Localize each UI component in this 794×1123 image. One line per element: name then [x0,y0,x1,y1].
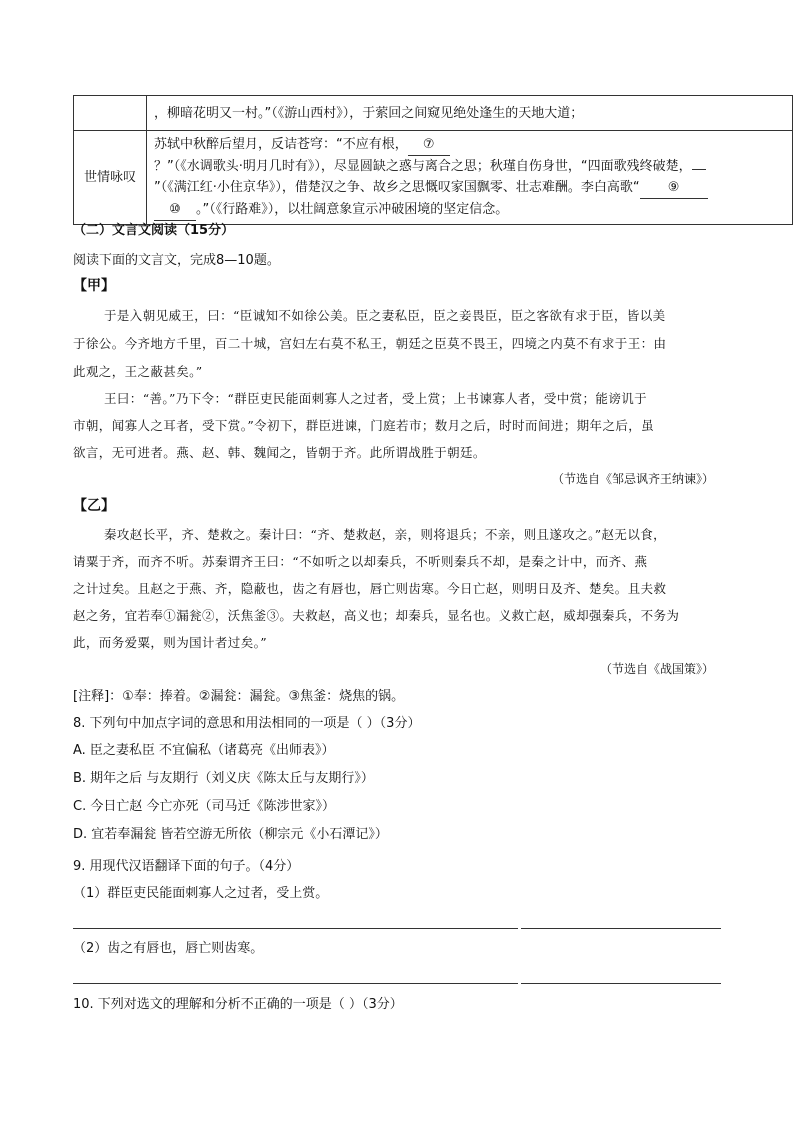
passage-yi-title: 【乙】 [73,498,115,514]
row2-text: ”（《满江红·小住京华》），借楚汉之争、故乡之思慨叹家国飘零、壮志难酬。李白高歌“ [154,180,640,195]
question-10-stem: 10. 下列对选文的理解和分析不正确的一项是（ ）（3分） [73,997,403,1012]
blank-number: ⑦ [422,137,435,152]
question-8-stem: 8. 下列句中加点字词的意思和用法相同的一项是（ ）（3分） [73,716,421,731]
blank-number: ⑩ [169,202,181,217]
instruction: 阅读下面的文言文，完成8—10题。 [73,253,280,268]
passage-line: 赵之务，宜若奉①漏瓮②，沃焦釜③。夫救赵，高义也；却秦兵，显名也。义救亡赵，威却强秦兵，不务为 [73,608,680,623]
passage-line: 于是入朝见威王，曰：“臣诚知不如徐公美。臣之妻私臣，臣之妾畏臣，臣之客欲有求于臣，皆以美 [104,308,666,323]
annotation-note: [注释]：①奉：捧着。②漏瓮：漏瓮。③焦釜：烧焦的锅。 [73,689,405,704]
table-label-cell [74,96,147,131]
table-row [74,96,793,131]
passage-line: 此观之，王之蔽甚矣。” [73,364,203,379]
passage-line: 市朝，闻寡人之耳者，受下赏。”令初下，群臣进谏，门庭若市；数月之后，时时而间进；期年之后，虽 [73,418,655,433]
answer-blank[interactable] [640,177,708,199]
answer-line[interactable] [521,983,721,984]
answer-line[interactable] [521,928,721,929]
passage-source: （节选自《战国策》） [599,662,714,676]
question-9-stem: 9. 用现代汉语翻译下面的句子。（4分） [73,859,300,874]
question-8-option[interactable]: B. 期年之后 与友期行（刘义庆《陈太丘与友期行》） [73,771,374,786]
question-8-option[interactable]: D. 宜若奉漏瓮 皆若空游无所依（柳宗元《小石潭记》） [73,827,388,842]
row2-line [154,199,792,221]
question-8-option[interactable]: C. 今日亡赵 今亡亦死（司马迁《陈涉世家》） [73,799,335,814]
row2-text: 。”（《行路难》），以壮阔意象宣示冲破困境的坚定信念。 [196,202,509,217]
section-title: （二）文言文阅读（15分） [73,223,235,238]
passage-line: 此，而务爱粟，则为国计者过矣。” [73,635,268,650]
passage-line: 之计过矣。且赵之于燕、齐，隐蔽也，齿之有唇也，唇亡则齿寒。今日亡赵，则明日及齐、楚矣。且夫救 [73,581,667,596]
row2-line [154,134,792,156]
table-label-cell: 世情咏叹 [74,131,147,225]
table-text-cell [147,131,793,225]
row2-line [154,156,792,177]
passage-source: （节选自《邹忌讽齐王纳谏》） [551,472,714,486]
question-9-sentence-2: （2）齿之有唇也，唇亡则齿寒。 [73,941,264,956]
question-9-sentence-1: （1）群臣吏民能面刺寡人之过者，受上赏。 [73,886,329,901]
answer-line[interactable] [73,928,518,929]
row2-text: 苏轼中秋醉后望月，反诘苍穹：“不应有根， [154,137,408,152]
row1-text: ，柳暗花明又一村。”（《游山西村》），于萦回之间窥见绝处逢生的天地大道； [154,105,584,121]
passage-line: 秦攻赵长平，齐、楚救之。秦计曰：“齐、楚救赵，亲，则将退兵；不亲，则且遂攻之。”赵无以食， [104,527,667,542]
passage-line: 于徐公。今齐地方千里，百二十城，宫妇左右莫不私王，朝廷之臣莫不畏王，四境之内莫不有求于王：由 [73,336,667,351]
blank-number: ⑨ [667,180,680,195]
answer-blank[interactable] [692,169,706,170]
poetry-table [73,95,793,225]
row2-line [154,177,792,199]
passage-line: 请粟于齐，而齐不听。苏秦谓齐王曰：“不如听之以却秦兵，不听则秦兵不却，是秦之计中，而齐、燕 [73,554,648,569]
passage-line: 王曰：“善。”乃下令：“群臣吏民能面刺寡人之过者，受上赏；上书谏寡人者，受中赏；能谤讥于 [104,391,648,406]
answer-blank[interactable] [408,134,450,156]
table-text-cell [147,96,793,131]
row2-text: ？”（《水调歌头·明月几时有》），尽显圆缺之惑与离合之思；秋瑾自伤身世，“四面歌残终破楚， [154,159,692,174]
answer-line[interactable] [73,983,518,984]
passage-line: 欲言，无可进者。燕、赵、韩、魏闻之，皆朝于齐。此所谓战胜于朝廷。 [73,445,486,460]
question-8-option[interactable]: A. 臣之妻私臣 不宜偏私（诸葛亮《出师表》） [73,743,335,758]
answer-blank[interactable] [154,199,196,221]
table-row [74,131,793,225]
passage-jia-title: 【甲】 [73,278,115,294]
